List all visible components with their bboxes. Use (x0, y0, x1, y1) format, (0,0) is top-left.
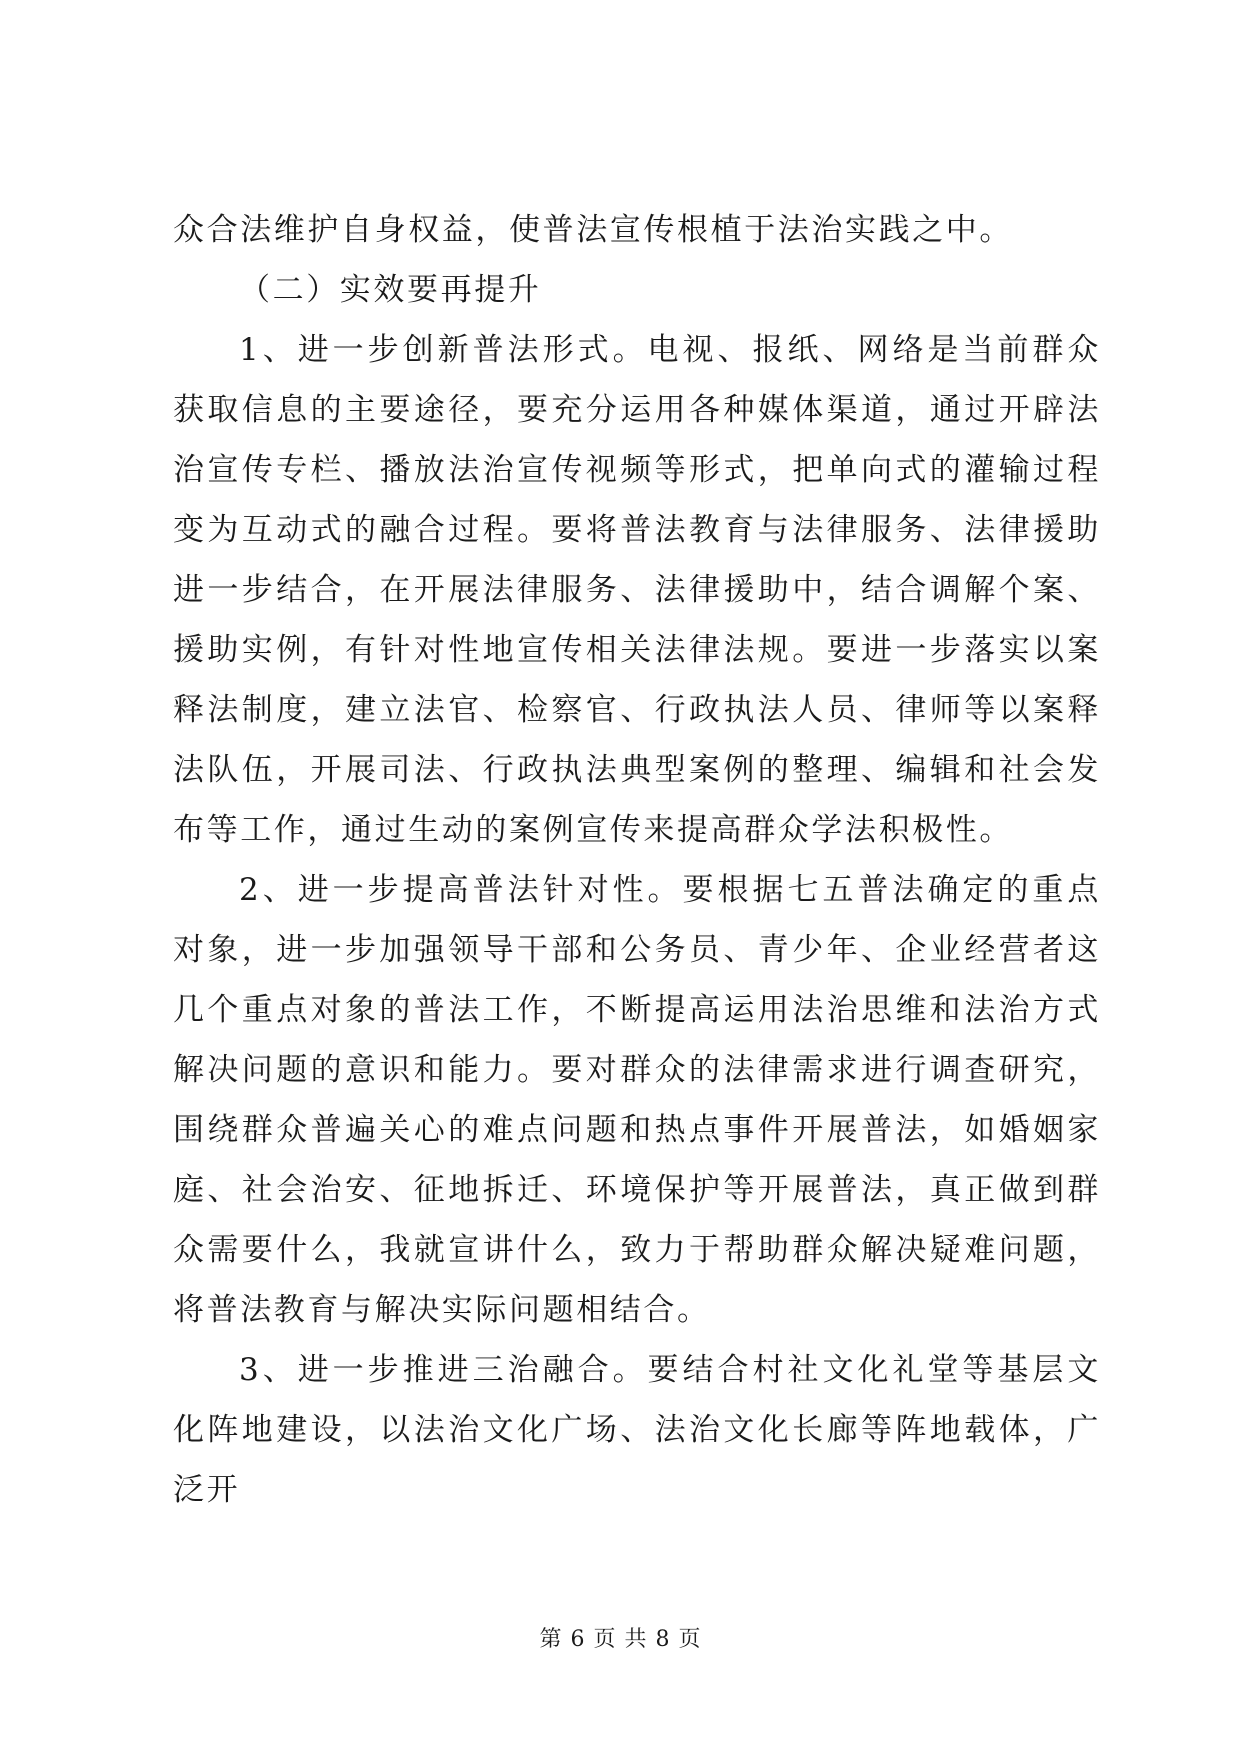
paragraph-targeting: 2、进一步提高普法针对性。要根据七五普法确定的重点对象，进一步加强领导干部和公务员、青少年、企业经营者这几个重点对象的普法工作，不断提高运用法治思维和法治方式解决问题的意识和能力。要对群众的法律需求进行调查研究，围绕群众普遍关心的难点问题和热点事件开展普法，如婚姻家庭、社会治安、征地拆迁、环境保护等开展普法，真正做到群众需要什么，我就宣讲什么，致力于帮助群众解决疑难问题，将普法教育与解决实际问题相结合。 (173, 872, 1101, 1328)
paragraph-continuation: 众合法维护自身权益，使普法宣传根植于法治实践之中。 (173, 212, 1013, 248)
page-number: 第 6 页 共 8 页 (539, 1627, 702, 1652)
document-body (173, 200, 1101, 1520)
paragraph-innovate-forms: 1、进一步创新普法形式。电视、报纸、网络是当前群众获取信息的主要途径，要充分运用各种媒体渠道，通过开辟法治宣传专栏、播放法治宣传视频等形式，把单向式的灌输过程变为互动式的融合过程。要将普法教育与法律服务、法律援助进一步结合，在开展法律服务、法律援助中，结合调解个案、援助实例，有针对性地宣传相关法律法规。要进一步落实以案释法制度，建立法官、检察官、行政执法人员、律师等以案释法队伍，开展司法、行政执法典型案例的整理、编辑和社会发布等工作，通过生动的案例宣传来提高群众学法积极性。 (173, 332, 1101, 848)
section-heading: （二）实效要再提升 (239, 272, 542, 308)
page-footer (0, 1625, 1241, 1655)
paragraph-three-governance: 3、进一步推进三治融合。要结合村社文化礼堂等基层文化阵地建设，以法治文化广场、法治文化长廊等阵地载体，广泛开 (173, 1352, 1101, 1508)
